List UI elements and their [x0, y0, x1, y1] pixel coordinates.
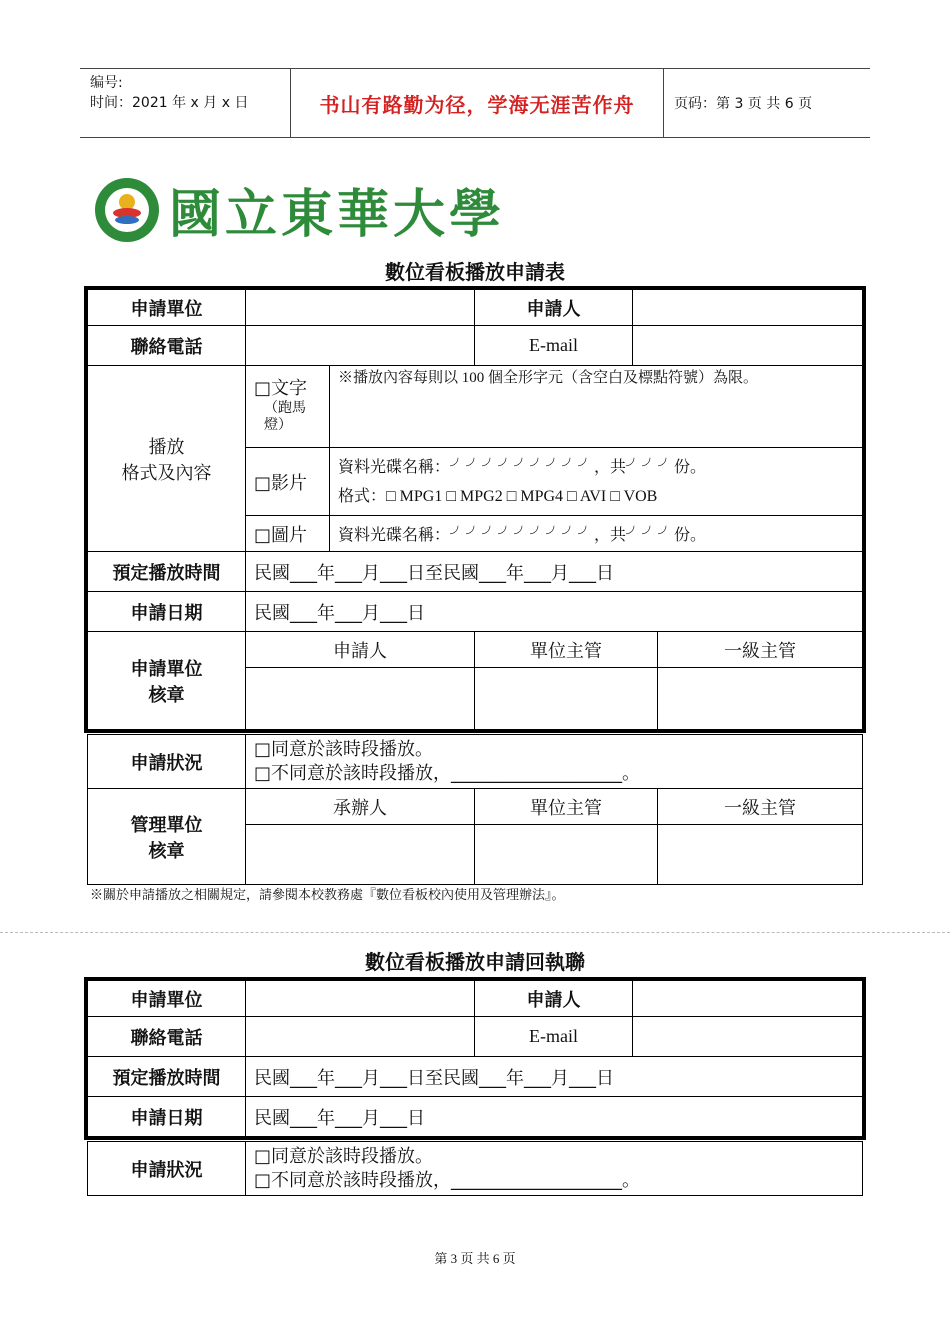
receipt-field-email[interactable]	[633, 1017, 863, 1057]
label-status: 申請狀況	[88, 735, 246, 789]
video-disc-line: 資料光碟名稱：╯╯╯╯╯╯╯╯╯，共╯╯╯份。	[338, 458, 707, 476]
receipt-form	[87, 980, 863, 1137]
header-motto: 书山有路勤为径，学海无涯苦作舟	[291, 69, 664, 137]
receipt-label-applicant: 申請人	[475, 981, 633, 1017]
label-phone: 聯絡電話	[88, 326, 246, 366]
receipt-field-schedule[interactable]: 民國___年___月___日至民國___年___月___日	[246, 1057, 863, 1097]
receipt-label-phone: 聯絡電話	[88, 1017, 246, 1057]
header-meta	[80, 69, 291, 137]
field-phone[interactable]	[246, 326, 475, 366]
label-applicant-unit: 申請單位	[88, 290, 246, 326]
document-header	[80, 68, 870, 138]
regulation-note: ※關於申請播放之相關規定，請參閱本校教務處『數位看板校內使用及管理辦法』。	[90, 887, 565, 902]
label-format-content: 播放 格式及內容	[88, 366, 246, 552]
video-details	[330, 448, 863, 516]
receipt-label-applicant-unit: 申請單位	[88, 981, 246, 1017]
receipt-field-apply-date[interactable]: 民國___年___月___日	[246, 1097, 863, 1137]
option-video[interactable]: □影片	[246, 448, 330, 516]
option-image[interactable]: □圖片	[246, 516, 330, 552]
receipt-label-status: 申請狀況	[88, 1142, 246, 1196]
field-email[interactable]	[633, 326, 863, 366]
label-seal-unit: 申請單位 核章	[88, 632, 246, 730]
receipt-status-options	[246, 1142, 863, 1196]
seal-supervisor-header: 單位主管	[475, 632, 658, 668]
field-apply-date[interactable]: 民國___年___月___日	[246, 592, 863, 632]
field-applicant[interactable]	[633, 290, 863, 326]
receipt-title: 數位看板播放申請回執聯	[365, 950, 585, 974]
receipt-label-apply-date: 申請日期	[88, 1097, 246, 1137]
time-label: 时间：2021 年 x 月 x 日	[90, 95, 249, 111]
image-disc-line: 資料光碟名稱：╯╯╯╯╯╯╯╯╯，共╯╯╯份。	[330, 516, 863, 552]
university-logo	[95, 172, 505, 247]
header-page-info: 页码：第 3 页 共 6 页	[674, 96, 813, 112]
manage-supervisor-header: 單位主管	[475, 789, 658, 825]
text-sub-label: （跑馬燈）	[264, 401, 306, 433]
field-schedule[interactable]: 民國___年___月___日至民國___年___月___日	[246, 552, 863, 592]
seal-top-box[interactable]	[658, 668, 863, 730]
label-email: E-mail	[475, 326, 633, 366]
manage-handler-header: 承辦人	[246, 789, 475, 825]
manage-top-box[interactable]	[658, 825, 863, 885]
label-schedule: 預定播放時間	[88, 552, 246, 592]
manage-top-header: 一級主管	[658, 789, 863, 825]
application-form	[87, 289, 863, 730]
status-disagree-checkbox[interactable]: □不同意於該時段播放，___________________。	[254, 762, 641, 784]
manage-handler-box[interactable]	[246, 825, 475, 885]
seal-supervisor-box[interactable]	[475, 668, 658, 730]
university-seal-icon	[95, 178, 159, 242]
receipt-label-email: E-mail	[475, 1017, 633, 1057]
university-name: 國立東華大學	[169, 184, 506, 245]
status-agree-checkbox[interactable]: □同意於該時段播放。	[254, 738, 434, 760]
seal-applicant-header: 申請人	[246, 632, 475, 668]
receipt-field-applicant[interactable]	[633, 981, 863, 1017]
label-applicant: 申請人	[475, 290, 633, 326]
page-footer: 第 3 页 共 6 页	[434, 1251, 516, 1266]
receipt-field-phone[interactable]	[246, 1017, 475, 1057]
label-manage-unit: 管理單位 核章	[88, 789, 246, 885]
seal-top-header: 一級主管	[658, 632, 863, 668]
option-text[interactable]	[246, 366, 330, 448]
text-rule: ※播放內容每則以 100 個全形字元（含空白及標點符號）為限。	[330, 366, 863, 448]
status-options	[246, 735, 863, 789]
number-label: 编号:	[90, 75, 123, 91]
receipt-status-section	[87, 1141, 863, 1196]
receipt-field-applicant-unit[interactable]	[246, 981, 475, 1017]
management-section	[87, 734, 863, 885]
field-applicant-unit[interactable]	[246, 290, 475, 326]
receipt-status-disagree-checkbox[interactable]: □不同意於該時段播放，___________________。	[254, 1169, 641, 1191]
form-title: 數位看板播放申請表	[385, 260, 565, 284]
receipt-label-schedule: 預定播放時間	[88, 1057, 246, 1097]
label-apply-date: 申請日期	[88, 592, 246, 632]
receipt-status-agree-checkbox[interactable]: □同意於該時段播放。	[254, 1145, 434, 1167]
cut-line	[0, 932, 950, 933]
manage-supervisor-box[interactable]	[475, 825, 658, 885]
video-format-line[interactable]: 格式：□ MPG1 □ MPG2 □ MPG4 □ AVI □ VOB	[338, 487, 658, 505]
text-checkbox-label[interactable]: □文字	[254, 378, 308, 399]
seal-applicant-box[interactable]	[246, 668, 475, 730]
